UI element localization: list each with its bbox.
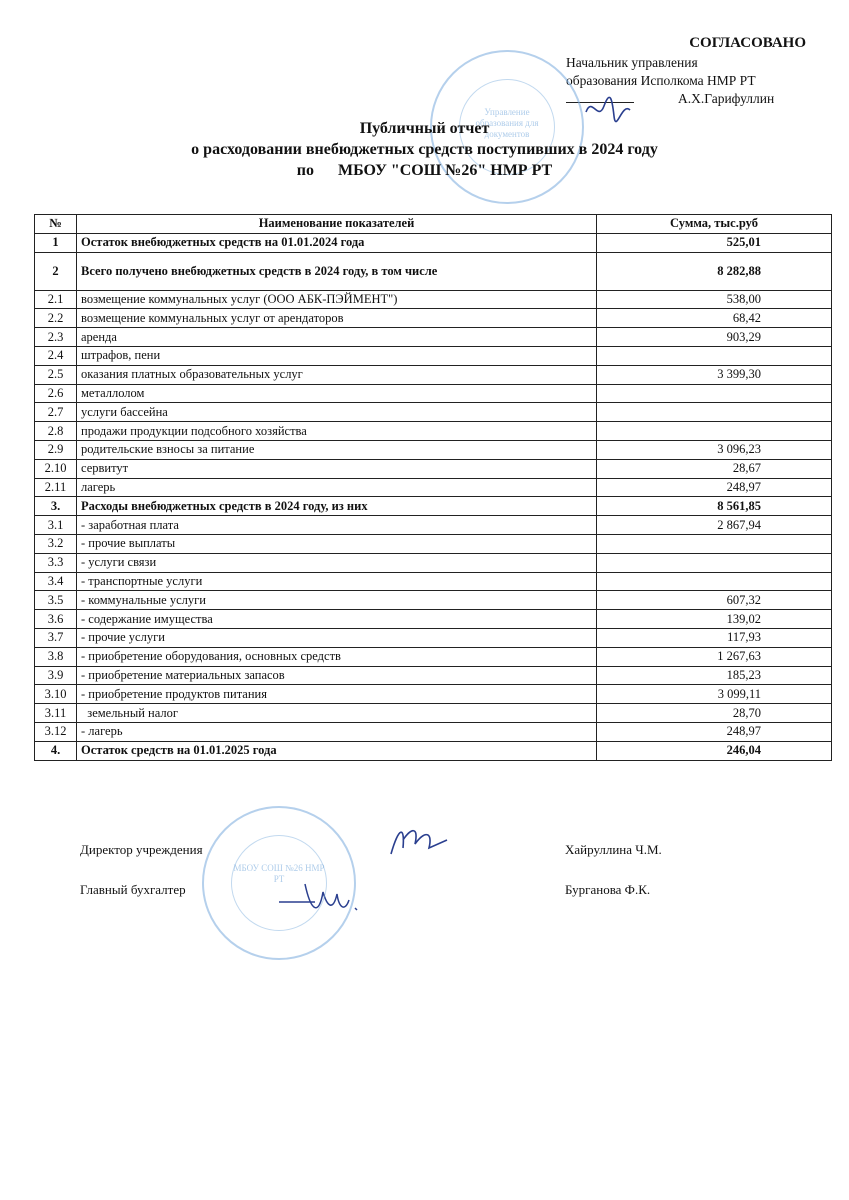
row-name: - транспортные услуги bbox=[77, 572, 597, 591]
table-header-row bbox=[35, 215, 832, 234]
table-row bbox=[35, 516, 832, 535]
row-name: услуги бассейна bbox=[77, 403, 597, 422]
table-row bbox=[35, 572, 832, 591]
row-number: 3.11 bbox=[35, 704, 77, 723]
row-number: 2.1 bbox=[35, 290, 77, 309]
row-name: Остаток внебюджетных средств на 01.01.2024 года bbox=[77, 233, 597, 252]
row-name: - содержание имущества bbox=[77, 610, 597, 629]
table-row bbox=[35, 233, 832, 252]
row-sum: 28,67 bbox=[597, 459, 832, 478]
row-name: продажи продукции подсобного хозяйства bbox=[77, 422, 597, 441]
organization-stamp bbox=[202, 806, 356, 960]
row-name: возмещение коммунальных услуг от арендаторов bbox=[77, 309, 597, 328]
row-number: 3.4 bbox=[35, 572, 77, 591]
row-sum: 2 867,94 bbox=[597, 516, 832, 535]
director-name: Хайруллина Ч.М. bbox=[565, 842, 662, 857]
accountant-name: Бурганова Ф.К. bbox=[565, 882, 651, 897]
accountant-label: Главный бухгалтер bbox=[80, 882, 186, 897]
row-name: - заработная плата bbox=[77, 516, 597, 535]
table-row bbox=[35, 309, 832, 328]
table-row bbox=[35, 741, 832, 760]
report-table bbox=[34, 214, 832, 761]
row-name: - коммунальные услуги bbox=[77, 591, 597, 610]
row-name: - приобретение материальных запасов bbox=[77, 666, 597, 685]
table-row bbox=[35, 666, 832, 685]
row-sum: 28,70 bbox=[597, 704, 832, 723]
row-number: 3.5 bbox=[35, 591, 77, 610]
table-row bbox=[35, 440, 832, 459]
row-number: 2.11 bbox=[35, 478, 77, 497]
row-name: Остаток средств на 01.01.2025 года bbox=[77, 741, 597, 760]
row-number: 2.3 bbox=[35, 328, 77, 347]
table-row bbox=[35, 534, 832, 553]
row-name: возмещение коммунальных услуг (ООО АБК-ПЭЙМЕНТ") bbox=[77, 290, 597, 309]
table-row bbox=[35, 628, 832, 647]
table-row bbox=[35, 403, 832, 422]
row-name: - прочие услуги bbox=[77, 628, 597, 647]
table-row bbox=[35, 422, 832, 441]
row-name: аренда bbox=[77, 328, 597, 347]
table-row bbox=[35, 610, 832, 629]
table-row bbox=[35, 647, 832, 666]
row-number: 2.4 bbox=[35, 346, 77, 365]
title-line1: Публичный отчет bbox=[359, 120, 490, 137]
row-sum: 525,01 bbox=[597, 233, 832, 252]
row-name: - приобретение оборудования, основных средств bbox=[77, 647, 597, 666]
row-sum bbox=[597, 403, 832, 422]
row-number: 2.7 bbox=[35, 403, 77, 422]
table-row bbox=[35, 328, 832, 347]
row-sum: 248,97 bbox=[597, 722, 832, 741]
table-row bbox=[35, 346, 832, 365]
approval-name: А.Х.Гарифуллин bbox=[678, 91, 775, 106]
row-name: земельный налог bbox=[77, 704, 597, 723]
table-row bbox=[35, 459, 832, 478]
accountant-signature-row bbox=[80, 882, 700, 898]
row-number: 2.9 bbox=[35, 440, 77, 459]
table-row bbox=[35, 478, 832, 497]
title-line3: по МБОУ "СОШ №26" НМР РТ bbox=[296, 162, 553, 179]
row-sum: 8 561,85 bbox=[597, 497, 832, 516]
row-name: - услуги связи bbox=[77, 553, 597, 572]
row-sum: 607,32 bbox=[597, 591, 832, 610]
row-sum: 3 399,30 bbox=[597, 365, 832, 384]
row-name: - прочие выплаты bbox=[77, 534, 597, 553]
organization-stamp-text: МБОУ СОШ №26 НМР РТ bbox=[231, 835, 327, 931]
row-sum: 185,23 bbox=[597, 666, 832, 685]
row-number: 3.1 bbox=[35, 516, 77, 535]
row-number: 3.12 bbox=[35, 722, 77, 741]
row-sum: 246,04 bbox=[597, 741, 832, 760]
table-row bbox=[35, 722, 832, 741]
table-row bbox=[35, 252, 832, 290]
row-name: родительские взносы за питание bbox=[77, 440, 597, 459]
row-number: 2.2 bbox=[35, 309, 77, 328]
row-number: 2.8 bbox=[35, 422, 77, 441]
table-row bbox=[35, 290, 832, 309]
table-row bbox=[35, 553, 832, 572]
table-row bbox=[35, 704, 832, 723]
director-signature-icon bbox=[385, 818, 455, 862]
row-sum: 538,00 bbox=[597, 290, 832, 309]
row-number: 3.8 bbox=[35, 647, 77, 666]
row-name: лагерь bbox=[77, 478, 597, 497]
row-number: 2.6 bbox=[35, 384, 77, 403]
row-number: 3.6 bbox=[35, 610, 77, 629]
row-number: 2.5 bbox=[35, 365, 77, 384]
row-sum: 248,97 bbox=[597, 478, 832, 497]
row-number: 3.2 bbox=[35, 534, 77, 553]
row-name: Всего получено внебюджетных средств в 2024 году, в том числе bbox=[77, 252, 597, 290]
row-number: 3.10 bbox=[35, 685, 77, 704]
row-sum: 1 267,63 bbox=[597, 647, 832, 666]
table-row bbox=[35, 497, 832, 516]
report-title bbox=[0, 118, 849, 181]
row-sum bbox=[597, 534, 832, 553]
row-name: Расходы внебюджетных средств в 2024 году, из них bbox=[77, 497, 597, 516]
approval-position-line2: образования Исполкома НМР РТ bbox=[566, 73, 756, 88]
row-sum: 8 282,88 bbox=[597, 252, 832, 290]
header-sum: Сумма, тыс.руб bbox=[597, 215, 832, 234]
row-number: 3.9 bbox=[35, 666, 77, 685]
row-sum: 3 099,11 bbox=[597, 685, 832, 704]
row-number: 4. bbox=[35, 741, 77, 760]
table-row bbox=[35, 384, 832, 403]
approval-position-line1: Начальник управления bbox=[566, 55, 698, 70]
header-number: № bbox=[35, 215, 77, 234]
row-name: сервитут bbox=[77, 459, 597, 478]
header-name: Наименование показателей bbox=[77, 215, 597, 234]
approval-stamp-text: Управление образования для документов bbox=[459, 79, 555, 175]
row-sum: 117,93 bbox=[597, 628, 832, 647]
table-row bbox=[35, 591, 832, 610]
table-row bbox=[35, 685, 832, 704]
row-name: штрафов, пени bbox=[77, 346, 597, 365]
row-number: 3.3 bbox=[35, 553, 77, 572]
row-sum bbox=[597, 422, 832, 441]
row-number: 2 bbox=[35, 252, 77, 290]
row-sum: 139,02 bbox=[597, 610, 832, 629]
row-number: 3.7 bbox=[35, 628, 77, 647]
row-sum bbox=[597, 553, 832, 572]
row-name: - приобретение продуктов питания bbox=[77, 685, 597, 704]
table-body bbox=[35, 233, 832, 760]
row-number: 3. bbox=[35, 497, 77, 516]
row-sum: 68,42 bbox=[597, 309, 832, 328]
row-sum: 903,29 bbox=[597, 328, 832, 347]
row-sum bbox=[597, 572, 832, 591]
row-number: 1 bbox=[35, 233, 77, 252]
row-name: металлолом bbox=[77, 384, 597, 403]
row-name: оказания платных образовательных услуг bbox=[77, 365, 597, 384]
approval-heading: СОГЛАСОВАНО bbox=[689, 35, 806, 51]
row-sum: 3 096,23 bbox=[597, 440, 832, 459]
table-row bbox=[35, 365, 832, 384]
title-line2: о расходовании внебюджетных средств поступивших в 2024 году bbox=[191, 141, 658, 158]
director-label: Директор учреждения bbox=[80, 842, 203, 857]
row-name: - лагерь bbox=[77, 722, 597, 741]
row-sum bbox=[597, 384, 832, 403]
row-number: 2.10 bbox=[35, 459, 77, 478]
row-sum bbox=[597, 346, 832, 365]
